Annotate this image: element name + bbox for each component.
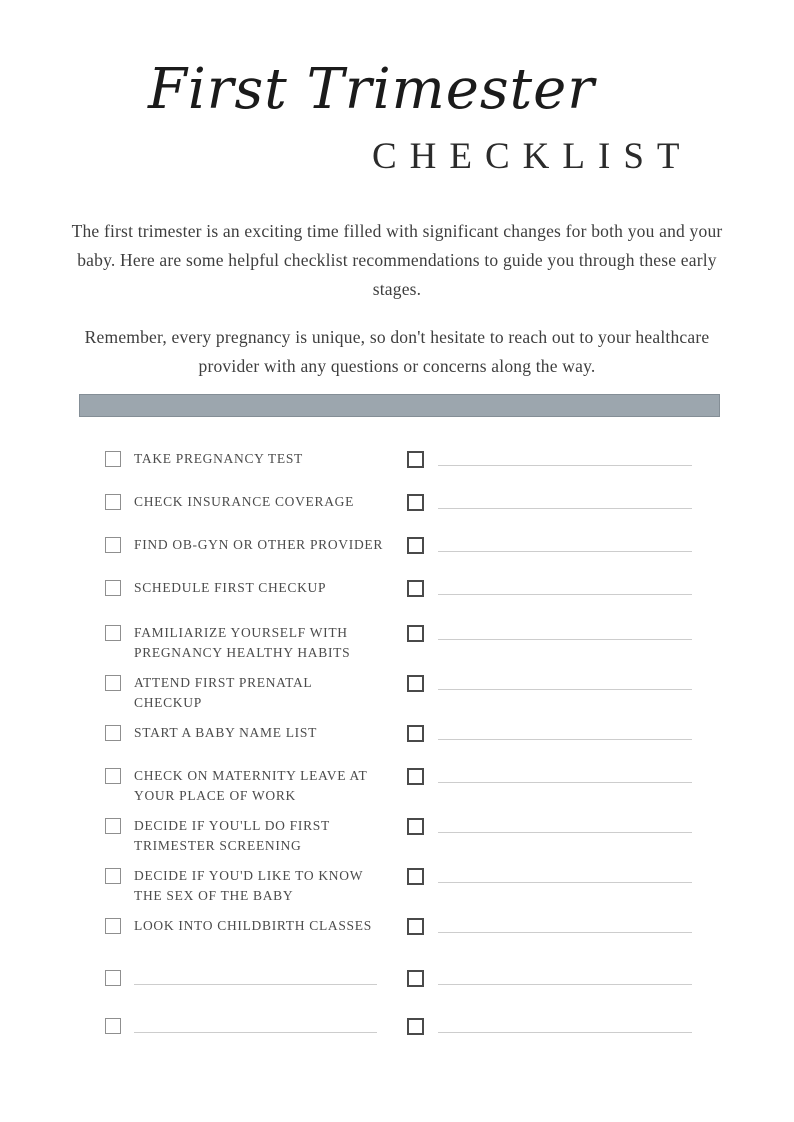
section-divider-bar [79, 394, 720, 417]
checklist-item-label: FAMILIARIZE YOURSELF WITH PREGNANCY HEALTHY HABITS [134, 625, 351, 660]
checklist-row [105, 674, 692, 713]
write-in-line[interactable] [134, 969, 377, 985]
checkbox[interactable] [105, 494, 121, 510]
checkbox[interactable] [105, 1018, 121, 1034]
checkbox[interactable] [105, 537, 121, 553]
write-in-line[interactable] [438, 1017, 692, 1033]
checklist-item-label: FIND OB-GYN OR OTHER PROVIDER [134, 537, 384, 552]
write-in-line[interactable] [438, 817, 692, 833]
write-in-line[interactable] [438, 450, 692, 466]
checkbox[interactable] [407, 580, 424, 597]
note-line: Remember, every pregnancy is unique, so don't hesitate to reach out to your healthcare [84, 327, 710, 347]
write-in-line[interactable] [438, 867, 692, 883]
checkbox[interactable] [105, 818, 121, 834]
checkbox[interactable] [407, 725, 424, 742]
checklist-row [105, 450, 692, 469]
checklist-item-label: DECIDE IF YOU'LL DO FIRST TRIMESTER SCREENING [134, 818, 330, 853]
checklist-row [105, 867, 692, 906]
checkbox[interactable] [105, 970, 121, 986]
write-in-line[interactable] [134, 1017, 377, 1033]
page-title-caps: CHECKLIST [372, 136, 693, 177]
note-paragraph [52, 323, 742, 381]
checklist-item-label: CHECK INSURANCE COVERAGE [134, 494, 355, 509]
checkbox[interactable] [105, 580, 121, 596]
checklist-item-label: DECIDE IF YOU'D LIKE TO KNOW THE SEX OF THE BABY [134, 868, 364, 903]
checkbox[interactable] [105, 625, 121, 641]
checklist-row [105, 624, 692, 663]
checklist-row [105, 724, 692, 743]
checklist-row [105, 493, 692, 512]
checklist [0, 450, 794, 1035]
page-title-script: First Trimester [148, 57, 596, 122]
checklist-item-label: TAKE PREGNANCY TEST [134, 451, 303, 466]
note-line: provider with any questions or concerns along the way. [198, 356, 596, 376]
checkbox[interactable] [105, 768, 121, 784]
checklist-row [105, 817, 692, 856]
checkbox[interactable] [407, 625, 424, 642]
write-in-line[interactable] [438, 917, 692, 933]
write-in-line[interactable] [438, 624, 692, 640]
checklist-item-label: CHECK ON MATERNITY LEAVE AT YOUR PLACE OF WORK [134, 768, 368, 803]
intro-line: baby. Here are some helpful checklist recommendations to guide you through these early [77, 250, 717, 270]
checkbox[interactable] [105, 725, 121, 741]
checklist-row-blank [105, 1017, 692, 1035]
write-in-line[interactable] [438, 767, 692, 783]
checklist-item-label: LOOK INTO CHILDBIRTH CLASSES [134, 918, 372, 933]
checklist-row-blank [105, 969, 692, 987]
checkbox[interactable] [407, 537, 424, 554]
intro-line: The first trimester is an exciting time filled with significant changes for both you and your [71, 221, 723, 241]
checkbox[interactable] [105, 451, 121, 467]
write-in-line[interactable] [438, 579, 692, 595]
checkbox[interactable] [407, 918, 424, 935]
write-in-line[interactable] [438, 493, 692, 509]
write-in-line[interactable] [438, 674, 692, 690]
write-in-line[interactable] [438, 536, 692, 552]
checklist-row [105, 917, 692, 936]
checkbox[interactable] [407, 868, 424, 885]
intro-paragraph [52, 217, 742, 304]
checkbox[interactable] [105, 868, 121, 884]
checkbox[interactable] [407, 1018, 424, 1035]
checkbox[interactable] [407, 818, 424, 835]
checklist-item-label: ATTEND FIRST PRENATAL CHECKUP [134, 675, 313, 710]
write-in-line[interactable] [438, 969, 692, 985]
checkbox[interactable] [105, 675, 121, 691]
intro-line: stages. [372, 279, 422, 299]
checkbox[interactable] [407, 675, 424, 692]
write-in-line[interactable] [438, 724, 692, 740]
checkbox[interactable] [105, 918, 121, 934]
checkbox[interactable] [407, 494, 424, 511]
checklist-row [105, 579, 692, 598]
checklist-item-label: SCHEDULE FIRST CHECKUP [134, 580, 327, 595]
checkbox[interactable] [407, 768, 424, 785]
checkbox[interactable] [407, 970, 424, 987]
checklist-row [105, 536, 692, 555]
checklist-row [105, 767, 692, 806]
checklist-item-label: START A BABY NAME LIST [134, 725, 318, 740]
checkbox[interactable] [407, 451, 424, 468]
